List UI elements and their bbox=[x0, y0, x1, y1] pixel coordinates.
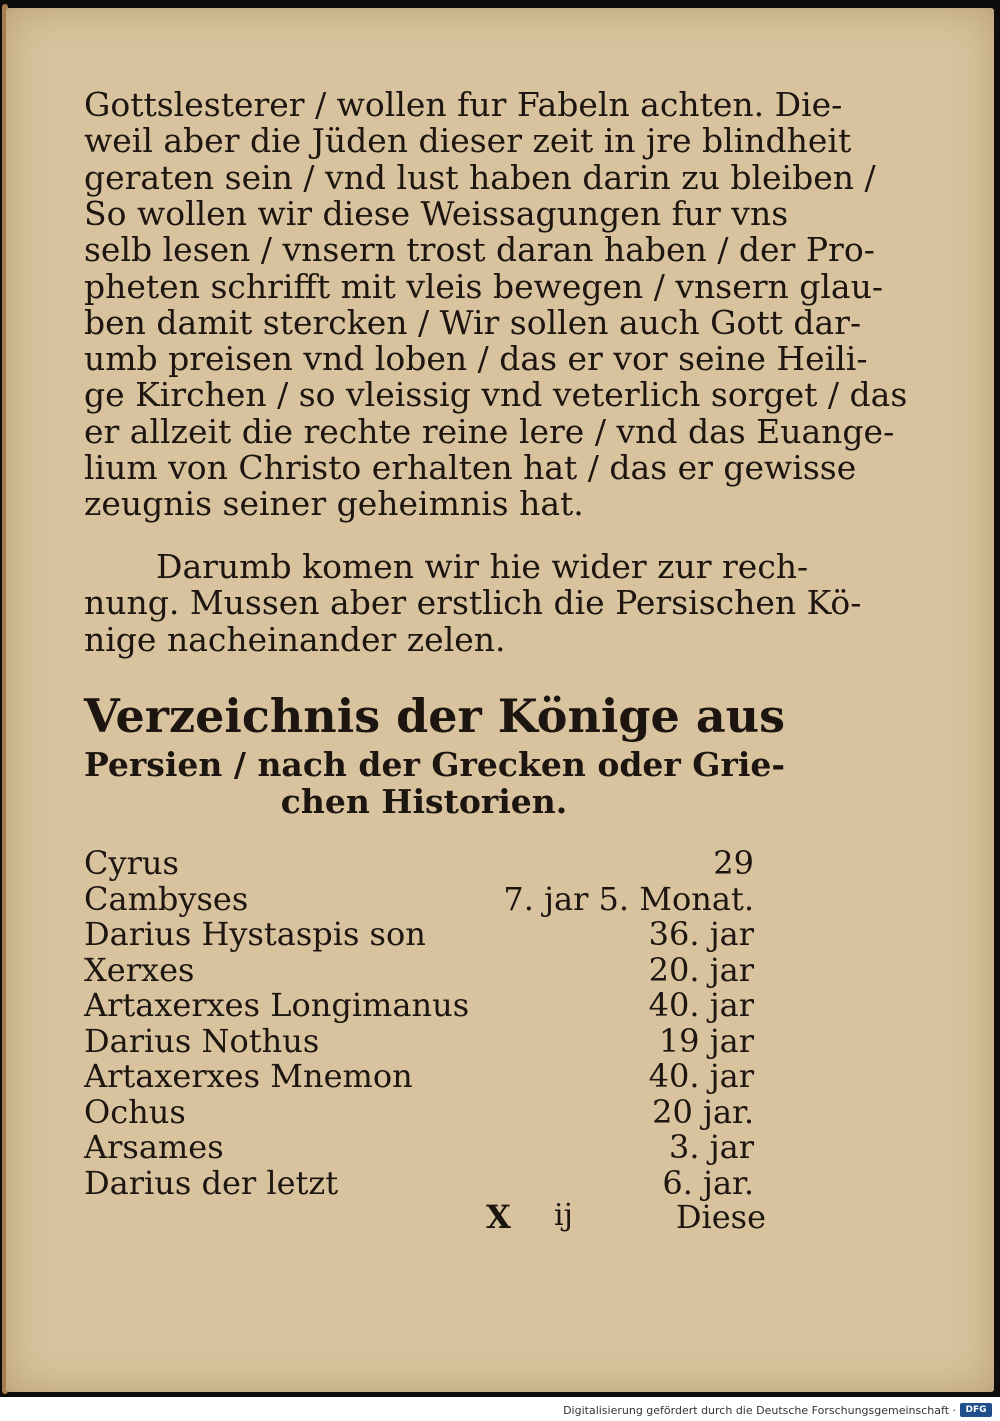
kings-list bbox=[84, 846, 764, 1201]
king-row bbox=[84, 846, 764, 882]
text-line: So wollen wir diese Weissagungen fur vns bbox=[84, 193, 789, 233]
reign-length: 19 jar bbox=[658, 1021, 754, 1060]
reign-length: 40. jar bbox=[648, 986, 754, 1024]
credit-text: Digitalisierung gefördert durch die Deutsche Forschungsgemeinschaft · bbox=[563, 1404, 956, 1417]
king-name: Cyrus bbox=[84, 844, 179, 882]
reign-length: 36. jar bbox=[648, 915, 754, 953]
king-row bbox=[84, 917, 764, 953]
text-line: nung. Mussen aber erstlich die Persischen Kö- bbox=[84, 583, 862, 623]
king-name: Arsames bbox=[84, 1128, 224, 1166]
text-line: nige nacheinander zelen. bbox=[84, 619, 506, 659]
text-line: umb preisen vnd loben / das er vor seine Heili- bbox=[84, 339, 868, 379]
text-line: Gottslesterer / wollen fur Fabeln achten. Die- bbox=[84, 85, 843, 124]
king-row bbox=[84, 950, 764, 989]
king-row bbox=[84, 879, 764, 918]
text-line: lium von Christo erhalten hat / das er gewisse bbox=[84, 448, 857, 487]
signature-mark: X bbox=[486, 1198, 511, 1236]
text-line: weil aber die Jüden dieser zeit in jre blindheit bbox=[84, 121, 852, 161]
king-row bbox=[84, 1059, 764, 1095]
king-name: Cambyses bbox=[84, 879, 249, 918]
king-name: Artaxerxes Mnemon bbox=[84, 1057, 413, 1095]
dfg-logo: DFG bbox=[960, 1403, 992, 1417]
king-row bbox=[84, 1092, 764, 1131]
text-line: zeugnis seiner geheimnis hat. bbox=[84, 484, 584, 524]
text-line: ge Kirchen / so vleissig vnd veterlich sorget / das bbox=[84, 375, 908, 415]
text-line: ben damit stercken / Wir sollen auch Gott dar- bbox=[84, 302, 862, 342]
king-name: Darius Hystaspis son bbox=[84, 915, 426, 953]
text-line: er allzeit die rechte reine lere / vnd das Euange- bbox=[84, 411, 895, 451]
reign-length: 29 bbox=[713, 844, 754, 882]
table-subheading-line-2: chen Historien. bbox=[280, 782, 568, 821]
king-row bbox=[84, 1130, 764, 1166]
reign-length: 6. jar. bbox=[662, 1163, 754, 1202]
text-line: pheten schrifft mit vleis bewegen / vnsern glau- bbox=[84, 266, 884, 306]
page-text bbox=[6, 8, 994, 1392]
book-page bbox=[6, 8, 994, 1392]
king-name: Xerxes bbox=[84, 950, 195, 989]
table-subheading-line-1: Persien / nach der Grecken oder Grie- bbox=[84, 745, 786, 784]
king-row bbox=[84, 1021, 764, 1060]
text-line: Darumb komen wir hie wider zur rech- bbox=[156, 547, 809, 586]
king-row bbox=[84, 988, 764, 1024]
reign-length: 3. jar bbox=[669, 1128, 754, 1166]
reign-length: 40. jar bbox=[648, 1057, 754, 1095]
signature-number: ij bbox=[554, 1198, 573, 1233]
king-row bbox=[84, 1163, 764, 1202]
king-name: Artaxerxes Longimanus bbox=[84, 986, 470, 1024]
king-name: Ochus bbox=[84, 1092, 186, 1131]
king-name: Darius der letzt bbox=[84, 1163, 339, 1202]
credit-bar bbox=[0, 1401, 1000, 1421]
reign-length: 7. jar 5. Monat. bbox=[503, 879, 754, 918]
table-heading: Verzeichnis der Könige aus bbox=[84, 689, 785, 743]
king-name: Darius Nothus bbox=[84, 1021, 320, 1060]
reign-length: 20. jar bbox=[648, 950, 754, 989]
text-line: selb lesen / vnsern trost daran haben / der Pro- bbox=[84, 230, 875, 270]
catchword: Diese bbox=[675, 1198, 766, 1236]
reign-length: 20 jar. bbox=[652, 1092, 754, 1131]
text-line: geraten sein / vnd lust haben darin zu bleiben / bbox=[84, 157, 876, 197]
